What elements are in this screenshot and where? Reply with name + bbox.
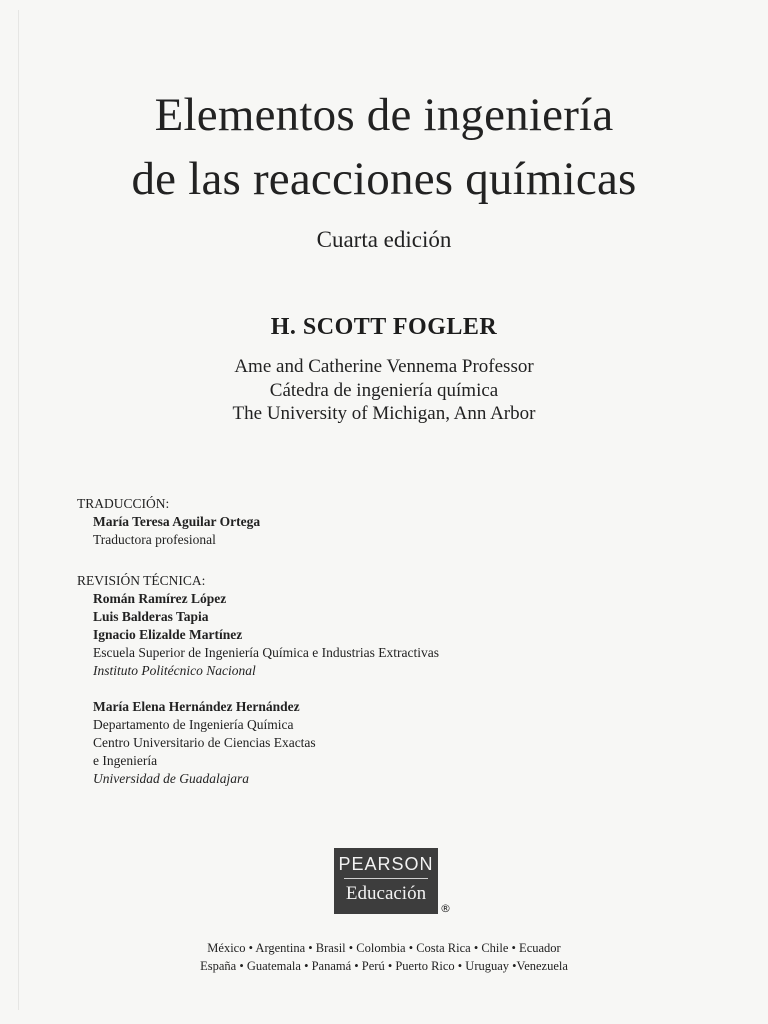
countries-line-2: España • Guatemala • Panamá • Perú • Puerto Rico • Uruguay •Venezuela (200, 959, 568, 973)
logo-top-text: PEARSON (338, 854, 434, 874)
credits (77, 495, 637, 788)
reviewer-name: Ignacio Elizalde Martínez (93, 627, 243, 642)
reviewer-name: María Elena Hernández Hernández (93, 699, 300, 714)
spacer (77, 549, 637, 572)
edition: Cuarta edición (316, 227, 452, 252)
affiliation-line-3: The University of Michigan, Ann Arbor (232, 403, 536, 424)
reviewer-department: Escuela Superior de Ingeniería Química e Industrias Extractivas (93, 645, 439, 660)
translator-name: María Teresa Aguilar Ortega (93, 514, 261, 529)
logo-bottom-text: Educación (345, 883, 427, 904)
reviewer-institution: Instituto Politécnico Nacional (93, 663, 256, 678)
reviewer-center-line-2: e Ingeniería (93, 753, 158, 768)
publisher-countries (0, 939, 768, 975)
reviewer-name: Román Ramírez López (93, 591, 227, 606)
translation-label: TRADUCCIÓN: (77, 496, 170, 511)
pearson-logo (334, 848, 438, 914)
book-title-line-1: Elementos de ingeniería (154, 89, 614, 141)
reviewer-department: Departamento de Ingeniería Química (93, 717, 294, 732)
affiliation-line-2: Cátedra de ingeniería química (269, 379, 499, 401)
author-affiliation (0, 355, 768, 426)
logo-divider (344, 878, 428, 879)
affiliation-line-1: Ame and Catherine Vennema Professor (234, 356, 534, 377)
reviewer-institution: Universidad de Guadalajara (93, 771, 249, 786)
countries-line-1: México • Argentina • Brasil • Colombia • Costa Rica • Chile • Ecuador (207, 941, 561, 955)
spacer (77, 680, 637, 698)
registered-mark: ® (440, 902, 451, 915)
reviewer-name: Luis Balderas Tapia (93, 609, 209, 624)
reviewer-center-line-1: Centro Universitario de Ciencias Exactas (93, 735, 316, 750)
book-title-line-2: de las reacciones químicas (131, 153, 637, 205)
translator-role: Traductora profesional (93, 532, 216, 547)
author-name: H. SCOTT FOGLER (270, 314, 498, 340)
review-label: REVISIÓN TÉCNICA: (77, 573, 206, 588)
